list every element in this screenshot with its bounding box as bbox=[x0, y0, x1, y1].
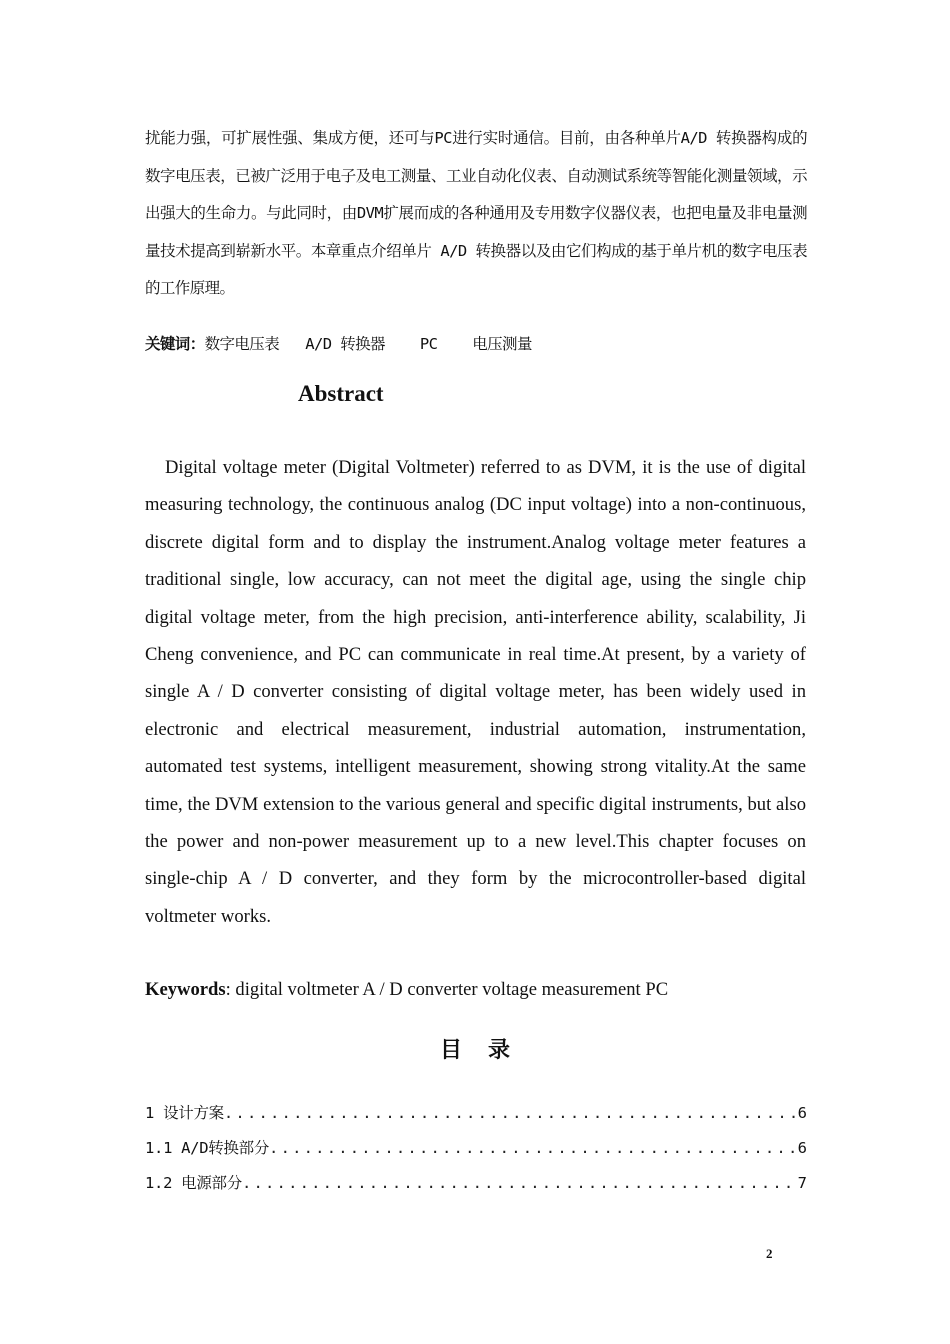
toc-heading: 目录 bbox=[439, 1038, 536, 1063]
english-keywords-line bbox=[145, 975, 807, 1005]
table-of-contents bbox=[145, 1096, 807, 1201]
chinese-keywords-line bbox=[145, 330, 807, 358]
toc-entry[interactable] bbox=[145, 1166, 807, 1201]
page-number: 2 bbox=[766, 1246, 773, 1261]
chinese-keywords: 数字电压表 A/D 转换器 PC 电压测量 bbox=[204, 335, 532, 353]
toc-entry[interactable] bbox=[145, 1131, 807, 1166]
chinese-abstract-paragraph: 扰能力强，可扩展性强、集成方便，还可与PC进行实时通信。目前，由各种单片A/D 转换器构成的数字电压表，已被广泛用于电子及电工测量、工业自动化仪表、自动测试系统等智能化测量领域，示出强大的生命力。与此同时，由DVM扩展而成的各种通用及专用数字仪器仪表，也把电量及非电量测量技术提高到崭新水平。本章重点介绍单片 A/D 转换器以及由它们构成的基于单片机的数字电压表的工作原理。 bbox=[145, 129, 807, 297]
english-keywords-label: Keywords bbox=[145, 979, 226, 1000]
english-abstract-paragraph: Digital voltage meter (Digital Voltmeter) referred to as DVM, it is the use of digital measuring technology, the continuous analog (DC input voltage) into a non-continuous, discrete digital form and to display the instrument.Analog voltage meter features a traditional single, low accuracy, can not meet the digital age, using the single chip digital voltage meter, from the high precision, anti-interference ability, scalability, Ji Cheng convenience, and PC can communicate in real time.At present, by a variety of single A / D converter consisting of digital voltage meter, has been widely used in electronic and electrical measurement, industrial automation, instrumentation, automated test systems, intelligent measurement, showing strong vitality.At the same time, the DVM extension to the various general and specific digital instruments, but also the power and non-power measurement up to a new level.This chapter focuses on single-chip A / D converter, and they form by the microcontroller-based digital voltmeter works. bbox=[145, 457, 806, 927]
toc-leader-dots bbox=[224, 1096, 796, 1131]
toc-entry[interactable] bbox=[145, 1096, 807, 1131]
abstract-heading: Abstract bbox=[298, 381, 384, 406]
toc-leader-dots bbox=[242, 1166, 796, 1201]
toc-entry-page: 6 bbox=[797, 1104, 807, 1122]
chinese-keywords-label: 关键词： bbox=[145, 335, 205, 353]
toc-entry-page: 7 bbox=[797, 1174, 807, 1192]
english-keywords: : digital voltmeter A / D converter voltage measurement PC bbox=[225, 979, 669, 1000]
toc-entry-page: 6 bbox=[797, 1139, 807, 1157]
toc-entry-label: 1 设计方案 bbox=[145, 1104, 224, 1122]
toc-leader-dots bbox=[269, 1131, 796, 1166]
toc-entry-label: 1.1 A/D转换部分 bbox=[145, 1139, 270, 1157]
toc-entry-label: 1.2 电源部分 bbox=[145, 1174, 242, 1192]
